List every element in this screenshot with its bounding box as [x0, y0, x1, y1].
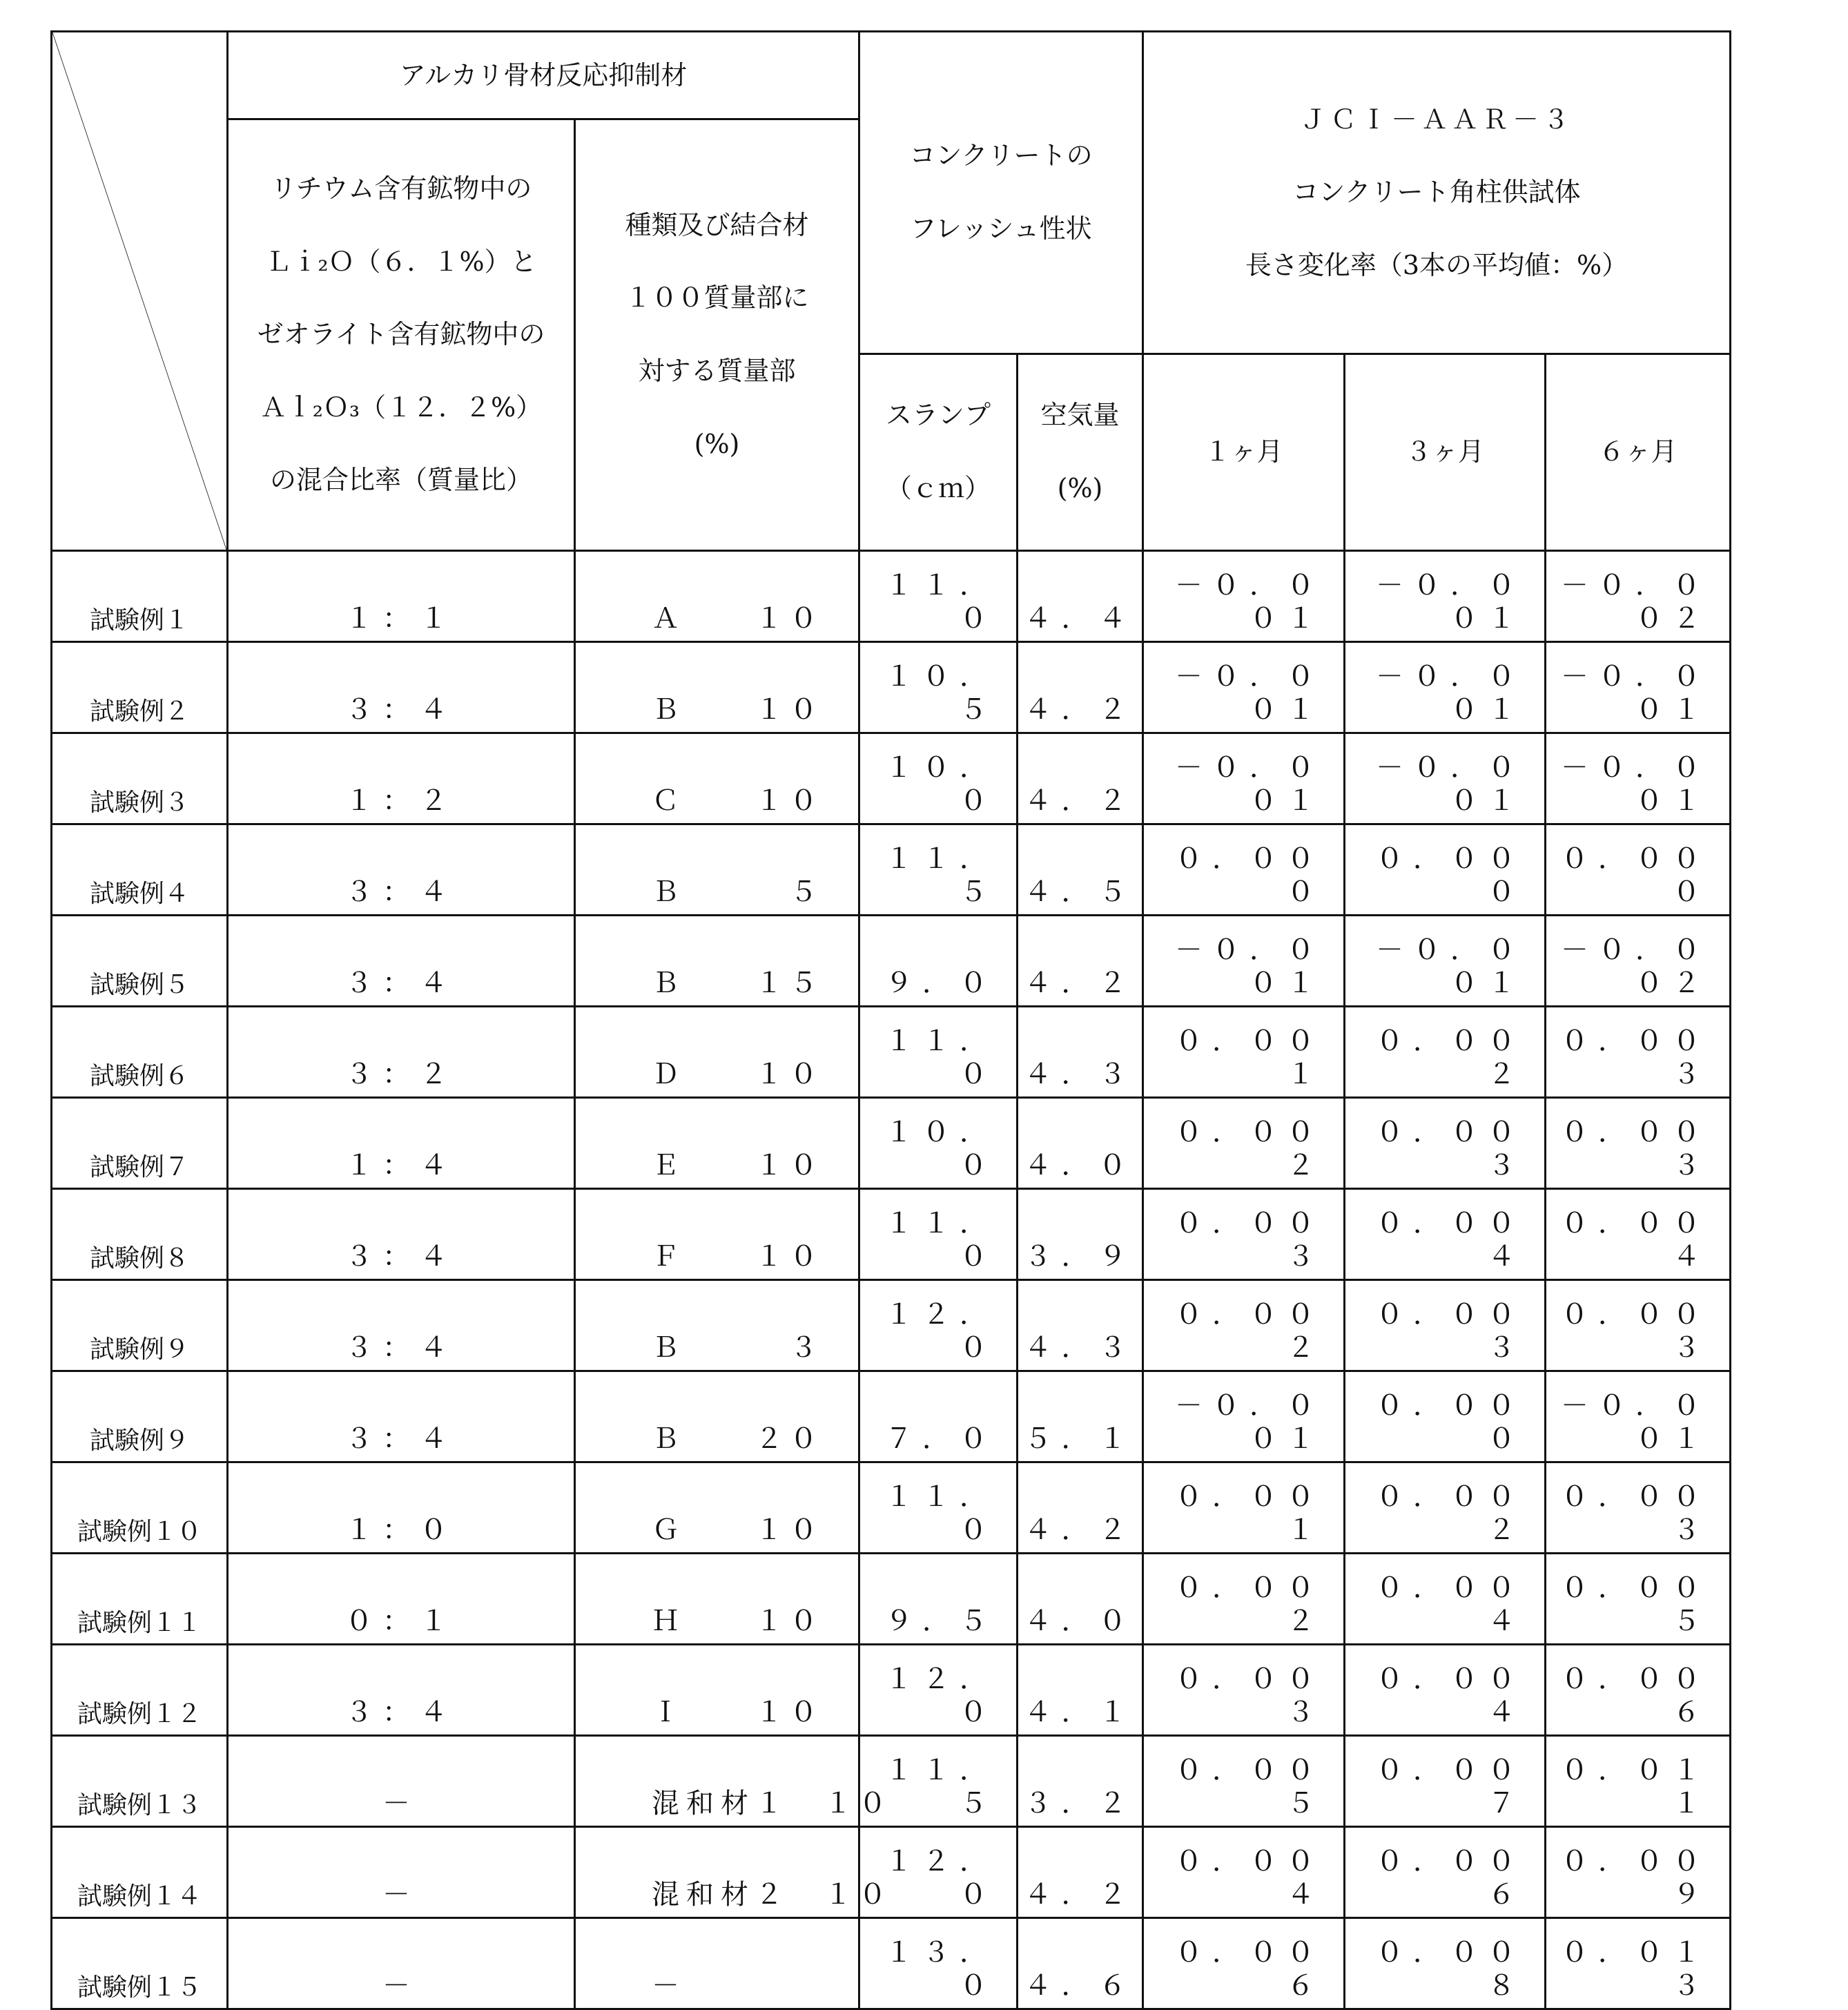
mix-ratio-cell: ３：４: [228, 1371, 575, 1462]
month1-cell: ０．００２: [1143, 1098, 1345, 1189]
table-row: [52, 1280, 1731, 1371]
month3-cell: －０．００１: [1345, 551, 1546, 642]
mix-ratio-cell: １：１: [228, 551, 575, 642]
slump-cell: １１．５: [859, 1736, 1018, 1827]
slump-cell: １０．０: [859, 733, 1018, 824]
air-cell: ４．５: [1018, 824, 1143, 916]
row-label: 試験例９: [52, 1280, 228, 1371]
month1-cell: ０．００６: [1143, 1918, 1345, 2009]
month3-cell: ０．００６: [1345, 1827, 1546, 1918]
row-label: 試験例１２: [52, 1645, 228, 1736]
jci-line-2: コンクリート角柱供試体: [1292, 177, 1581, 208]
month1-cell: ０．００４: [1143, 1827, 1345, 1918]
kind-cell: 混和材２ １０: [575, 1827, 859, 1918]
table-row: [52, 1189, 1731, 1280]
header-month-1: １ヶ月: [1143, 354, 1345, 551]
jci-line-1: ＪＣＩ－ＡＡＲ－３: [1300, 104, 1574, 135]
table-row: [52, 1098, 1731, 1189]
month6-cell: ０．００９: [1546, 1827, 1731, 1918]
table-row: [52, 1645, 1731, 1736]
table-row: [52, 1554, 1731, 1645]
month6-cell: －０．００２: [1546, 551, 1731, 642]
month1-cell: ０．００３: [1143, 1189, 1345, 1280]
kind-cell: Ｂ ２０: [575, 1371, 859, 1462]
header-month-3: ３ヶ月: [1345, 354, 1546, 551]
air-unit: (%): [1057, 473, 1103, 503]
month1-cell: ０．００２: [1143, 1554, 1345, 1645]
month1-cell: －０．００１: [1143, 916, 1345, 1007]
kind-cell: Ｅ １０: [575, 1098, 859, 1189]
month3-cell: ０．０００: [1345, 824, 1546, 916]
kind-line-2: １００質量部に: [625, 282, 809, 313]
month3-cell: ０．００２: [1345, 1007, 1546, 1098]
air-label: 空気量: [1040, 400, 1120, 431]
month1-cell: －０．００１: [1143, 1371, 1345, 1462]
air-cell: ４．０: [1018, 1554, 1143, 1645]
kind-cell: Ｂ １５: [575, 916, 859, 1007]
header-mix-ratio: [228, 119, 575, 551]
diagonal-corner-cell: [52, 32, 228, 551]
month6-cell: ０．０１１: [1546, 1736, 1731, 1827]
kind-cell: 混和材１ １０: [575, 1736, 859, 1827]
slump-cell: １２．０: [859, 1645, 1018, 1736]
month6-cell: ０．００５: [1546, 1554, 1731, 1645]
slump-cell: １０．０: [859, 1098, 1018, 1189]
row-label: 試験例１０: [52, 1462, 228, 1554]
mix-ratio-cell: １：０: [228, 1462, 575, 1554]
table-row: [52, 551, 1731, 642]
fresh-line-1: コンクリートの: [909, 140, 1093, 171]
kind-cell: Ｆ １０: [575, 1189, 859, 1280]
air-cell: ３．２: [1018, 1736, 1143, 1827]
slump-cell: １１．０: [859, 1189, 1018, 1280]
month6-cell: －０．００１: [1546, 1371, 1731, 1462]
row-label: 試験例３: [52, 733, 228, 824]
month1-cell: －０．００１: [1143, 733, 1345, 824]
mix-ratio-cell: ０：１: [228, 1554, 575, 1645]
kind-cell: Ｇ １０: [575, 1462, 859, 1554]
mix-ratio-cell: －: [228, 1918, 575, 2009]
air-cell: ４．３: [1018, 1007, 1143, 1098]
header-slump: [859, 354, 1018, 551]
mix-ratio-cell: ３：４: [228, 1189, 575, 1280]
table-row: [52, 733, 1731, 824]
fresh-line-2: フレッシュ性状: [910, 213, 1092, 244]
mix-ratio-cell: １：２: [228, 733, 575, 824]
kind-cell: Ｂ １０: [575, 642, 859, 733]
row-label: 試験例５: [52, 916, 228, 1007]
slump-cell: １１．５: [859, 824, 1018, 916]
mix-ratio-cell: ３：４: [228, 1280, 575, 1371]
kind-line-4: (%): [694, 428, 740, 459]
month3-cell: ０．００４: [1345, 1554, 1546, 1645]
mix-ratio-cell: －: [228, 1736, 575, 1827]
month6-cell: ０．０１３: [1546, 1918, 1731, 2009]
header-air: [1018, 354, 1143, 551]
slump-cell: １１．０: [859, 551, 1018, 642]
row-label: 試験例２: [52, 642, 228, 733]
month3-cell: ０．０００: [1345, 1371, 1546, 1462]
month3-cell: ０．００８: [1345, 1918, 1546, 2009]
table-row: [52, 1918, 1731, 2009]
month3-cell: －０．００１: [1345, 733, 1546, 824]
table-row: [52, 1827, 1731, 1918]
air-cell: ４．６: [1018, 1918, 1143, 2009]
row-label: 試験例９: [52, 1371, 228, 1462]
kind-cell: Ｉ １０: [575, 1645, 859, 1736]
air-cell: ４．４: [1018, 551, 1143, 642]
kind-cell: Ｈ １０: [575, 1554, 859, 1645]
mix-ratio-cell: １：４: [228, 1098, 575, 1189]
mix-ratio-cell: －: [228, 1827, 575, 1918]
table-row: [52, 1371, 1731, 1462]
table-row: [52, 916, 1731, 1007]
mix-ratio-cell: ３：４: [228, 916, 575, 1007]
air-cell: ４．２: [1018, 733, 1143, 824]
month6-cell: ０．００４: [1546, 1189, 1731, 1280]
slump-cell: １０．５: [859, 642, 1018, 733]
row-label: 試験例１３: [52, 1736, 228, 1827]
table-row: [52, 1736, 1731, 1827]
month1-cell: ０．００２: [1143, 1280, 1345, 1371]
slump-cell: １１．０: [859, 1462, 1018, 1554]
mix-ratio-cell: ３：２: [228, 1007, 575, 1098]
month1-cell: ０．０００: [1143, 824, 1345, 916]
header-jci-aar3: [1143, 32, 1731, 354]
row-label: 試験例１１: [52, 1554, 228, 1645]
month6-cell: ０．００３: [1546, 1098, 1731, 1189]
diagonal-line-icon: [52, 32, 226, 550]
jci-line-3: 長さ変化率（3本の平均値：%）: [1245, 249, 1628, 280]
kind-cell: Ｂ ３: [575, 1280, 859, 1371]
mix-ratio-line-1: リチウム含有鉱物中の: [270, 173, 532, 204]
row-label: 試験例８: [52, 1189, 228, 1280]
month3-cell: ０．００２: [1345, 1462, 1546, 1554]
table-row: [52, 824, 1731, 916]
month6-cell: ０．０００: [1546, 824, 1731, 916]
mix-ratio-cell: ３：４: [228, 1645, 575, 1736]
slump-cell: １３．０: [859, 1918, 1018, 2009]
month3-cell: ０．００４: [1345, 1189, 1546, 1280]
slump-label: スランプ: [886, 400, 991, 431]
air-cell: ３．９: [1018, 1189, 1143, 1280]
mix-ratio-line-2: Ｌｉ₂Ｏ（６．１%）と: [265, 246, 537, 277]
month1-cell: ０．００１: [1143, 1007, 1345, 1098]
header-month-6: ６ヶ月: [1546, 354, 1731, 551]
kind-line-1: 種類及び結合材: [625, 209, 809, 240]
table-row: [52, 1007, 1731, 1098]
month6-cell: －０．００１: [1546, 733, 1731, 824]
slump-cell: １２．０: [859, 1280, 1018, 1371]
mix-ratio-cell: ３：４: [228, 642, 575, 733]
header-fresh-properties: [859, 32, 1143, 354]
month3-cell: －０．００１: [1345, 916, 1546, 1007]
table-body: [52, 551, 1731, 2009]
month6-cell: ０．００３: [1546, 1462, 1731, 1554]
kind-cell: －: [575, 1918, 859, 2009]
row-label: 試験例１４: [52, 1827, 228, 1918]
air-cell: ４．１: [1018, 1645, 1143, 1736]
air-cell: ４．０: [1018, 1098, 1143, 1189]
slump-cell: ９．０: [859, 916, 1018, 1007]
kind-cell: Ｄ １０: [575, 1007, 859, 1098]
air-cell: ４．２: [1018, 1462, 1143, 1554]
mix-ratio-line-4: Ａｌ₂Ｏ₃（１２．２%）: [260, 392, 543, 423]
kind-cell: Ｃ １０: [575, 733, 859, 824]
slump-cell: ７．０: [859, 1371, 1018, 1462]
row-label: 試験例４: [52, 824, 228, 916]
month3-cell: ０．００３: [1345, 1098, 1546, 1189]
air-cell: ４．２: [1018, 1827, 1143, 1918]
slump-cell: ９．５: [859, 1554, 1018, 1645]
month1-cell: ０．００５: [1143, 1736, 1345, 1827]
month6-cell: －０．００１: [1546, 642, 1731, 733]
air-cell: ４．３: [1018, 1280, 1143, 1371]
month6-cell: ０．００６: [1546, 1645, 1731, 1736]
kind-cell: Ｂ ５: [575, 824, 859, 916]
month6-cell: －０．００２: [1546, 916, 1731, 1007]
row-label: 試験例６: [52, 1007, 228, 1098]
table-row: [52, 1462, 1731, 1554]
row-label: 試験例１５: [52, 1918, 228, 2009]
header-kind-and-amount: [575, 119, 859, 551]
month1-cell: ０．００３: [1143, 1645, 1345, 1736]
month1-cell: －０．００１: [1143, 642, 1345, 733]
month3-cell: ０．００４: [1345, 1645, 1546, 1736]
air-cell: ５．１: [1018, 1371, 1143, 1462]
row-label: 試験例１: [52, 551, 228, 642]
results-table: [50, 30, 1731, 2010]
air-cell: ４．２: [1018, 642, 1143, 733]
header-inhibitor-group: アルカリ骨材反応抑制材: [228, 32, 859, 119]
month1-cell: －０．００１: [1143, 551, 1345, 642]
mix-ratio-line-3: ゼオライト含有鉱物中の: [257, 319, 545, 350]
slump-cell: １１．０: [859, 1007, 1018, 1098]
slump-cell: １２．０: [859, 1827, 1018, 1918]
month6-cell: ０．００３: [1546, 1007, 1731, 1098]
table-row: [52, 642, 1731, 733]
month6-cell: ０．００３: [1546, 1280, 1731, 1371]
mix-ratio-cell: ３：４: [228, 824, 575, 916]
air-cell: ４．２: [1018, 916, 1143, 1007]
row-label: 試験例７: [52, 1098, 228, 1189]
mix-ratio-line-5: の混合比率（質量比）: [269, 465, 532, 496]
month1-cell: ０．００１: [1143, 1462, 1345, 1554]
month3-cell: －０．００１: [1345, 642, 1546, 733]
kind-line-3: 対する質量部: [638, 356, 796, 386]
month3-cell: ０．００７: [1345, 1736, 1546, 1827]
slump-unit: （ｃｍ）: [886, 473, 991, 503]
kind-cell: Ａ １０: [575, 551, 859, 642]
month3-cell: ０．００３: [1345, 1280, 1546, 1371]
